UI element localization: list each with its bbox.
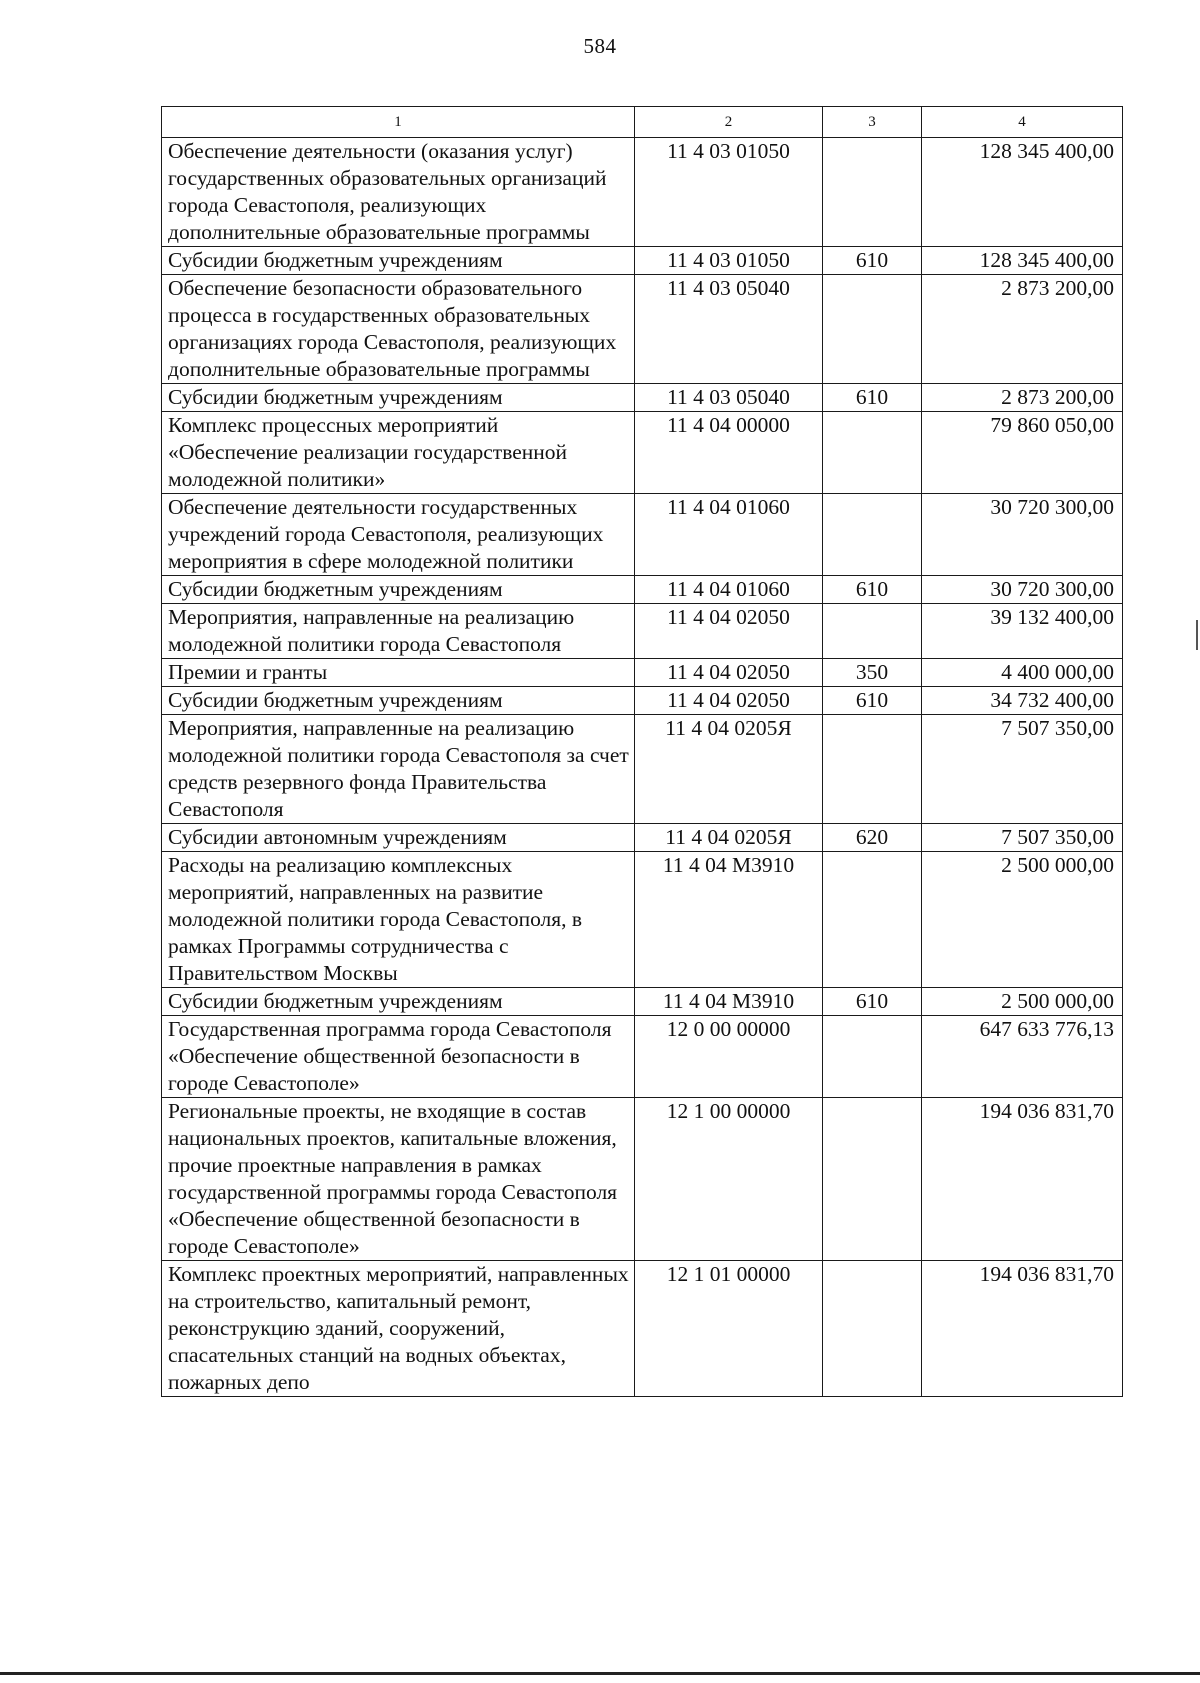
- table-row: [162, 384, 1123, 412]
- table-row: [162, 852, 1123, 988]
- amount-cell: 4 400 000,00: [922, 659, 1123, 687]
- table-row: [162, 1261, 1123, 1397]
- name-cell: Субсидии бюджетным учреждениям: [162, 687, 635, 715]
- type-cell: [823, 1261, 922, 1397]
- type-cell: 350: [823, 659, 922, 687]
- code-cell: 11 4 04 02050: [635, 659, 823, 687]
- code-cell: 11 4 04 0205Я: [635, 824, 823, 852]
- table-row: [162, 576, 1123, 604]
- table-row: [162, 275, 1123, 384]
- name-cell: Субсидии бюджетным учреждениям: [162, 384, 635, 412]
- amount-cell: 39 132 400,00: [922, 604, 1123, 659]
- amount-cell: 2 873 200,00: [922, 384, 1123, 412]
- code-cell: 11 4 04 00000: [635, 412, 823, 494]
- table-row: [162, 715, 1123, 824]
- type-cell: [823, 852, 922, 988]
- header-col-1: 1: [162, 107, 635, 138]
- name-cell: Субсидии автономным учреждениям: [162, 824, 635, 852]
- name-cell: Обеспечение деятельности государственных учреждений города Севастополя, реализующих мероприятия в сфере молодежной политики: [162, 494, 635, 576]
- name-cell: Комплекс процессных мероприятий «Обеспечение реализации государственной молодежной политики»: [162, 412, 635, 494]
- table-row: [162, 247, 1123, 275]
- code-cell: 11 4 04 0205Я: [635, 715, 823, 824]
- name-cell: Субсидии бюджетным учреждениям: [162, 247, 635, 275]
- type-cell: 620: [823, 824, 922, 852]
- type-cell: [823, 275, 922, 384]
- amount-cell: 2 500 000,00: [922, 852, 1123, 988]
- code-cell: 12 1 01 00000: [635, 1261, 823, 1397]
- type-cell: 610: [823, 687, 922, 715]
- name-cell: Субсидии бюджетным учреждениям: [162, 988, 635, 1016]
- amount-cell: 2 873 200,00: [922, 275, 1123, 384]
- code-cell: 12 0 00 00000: [635, 1016, 823, 1098]
- amount-cell: 128 345 400,00: [922, 138, 1123, 247]
- name-cell: Обеспечение безопасности образовательного процесса в государственных образовательных организациях города Севастополя, реализующих дополнительные образовательные программы: [162, 275, 635, 384]
- table-row: [162, 412, 1123, 494]
- budget-table: [161, 106, 1123, 1397]
- code-cell: 12 1 00 00000: [635, 1098, 823, 1261]
- type-cell: 610: [823, 576, 922, 604]
- amount-cell: 647 633 776,13: [922, 1016, 1123, 1098]
- page-number: 584: [583, 34, 617, 58]
- table-body: [162, 138, 1123, 1397]
- type-cell: 610: [823, 988, 922, 1016]
- code-cell: 11 4 04 01060: [635, 576, 823, 604]
- scan-edge-mark: [1196, 620, 1198, 650]
- type-cell: [823, 1098, 922, 1261]
- table-row: [162, 604, 1123, 659]
- type-cell: 610: [823, 247, 922, 275]
- table-row: [162, 1016, 1123, 1098]
- name-cell: Субсидии бюджетным учреждениям: [162, 576, 635, 604]
- name-cell: Комплекс проектных мероприятий, направленных на строительство, капитальный ремонт, реконструкцию зданий, сооружений, спасательных станций на водных объектах, пожарных депо: [162, 1261, 635, 1397]
- amount-cell: 30 720 300,00: [922, 576, 1123, 604]
- type-cell: [823, 494, 922, 576]
- type-cell: [823, 412, 922, 494]
- code-cell: 11 4 04 01060: [635, 494, 823, 576]
- code-cell: 11 4 03 01050: [635, 247, 823, 275]
- amount-cell: 194 036 831,70: [922, 1098, 1123, 1261]
- name-cell: Премии и гранты: [162, 659, 635, 687]
- header-col-2: 2: [635, 107, 823, 138]
- type-cell: [823, 138, 922, 247]
- table-row: [162, 659, 1123, 687]
- code-cell: 11 4 04 02050: [635, 604, 823, 659]
- type-cell: 610: [823, 384, 922, 412]
- table-row: [162, 138, 1123, 247]
- amount-cell: 30 720 300,00: [922, 494, 1123, 576]
- amount-cell: 7 507 350,00: [922, 715, 1123, 824]
- code-cell: 11 4 04 М3910: [635, 988, 823, 1016]
- table-row: [162, 824, 1123, 852]
- header-col-3: 3: [823, 107, 922, 138]
- name-cell: Мероприятия, направленные на реализацию молодежной политики города Севастополя за счет средств резервного фонда Правительства Севастополя: [162, 715, 635, 824]
- table-row: [162, 988, 1123, 1016]
- type-cell: [823, 715, 922, 824]
- amount-cell: 128 345 400,00: [922, 247, 1123, 275]
- header-col-4: 4: [922, 107, 1123, 138]
- amount-cell: 79 860 050,00: [922, 412, 1123, 494]
- table-row: [162, 1098, 1123, 1261]
- code-cell: 11 4 04 02050: [635, 687, 823, 715]
- name-cell: Региональные проекты, не входящие в состав национальных проектов, капитальные вложения, прочие проектные направления в рамках государственной программы города Севастополя «Обеспечение общественной безопасности в городе Севастополе»: [162, 1098, 635, 1261]
- amount-cell: 7 507 350,00: [922, 824, 1123, 852]
- table-row: [162, 687, 1123, 715]
- table-row: [162, 494, 1123, 576]
- table-header-row: [162, 107, 1123, 138]
- bottom-rule: [0, 1672, 1200, 1675]
- type-cell: [823, 604, 922, 659]
- name-cell: Обеспечение деятельности (оказания услуг) государственных образовательных организаций города Севастополя, реализующих дополнительные образовательные программы: [162, 138, 635, 247]
- amount-cell: 34 732 400,00: [922, 687, 1123, 715]
- type-cell: [823, 1016, 922, 1098]
- amount-cell: 2 500 000,00: [922, 988, 1123, 1016]
- name-cell: Мероприятия, направленные на реализацию молодежной политики города Севастополя: [162, 604, 635, 659]
- code-cell: 11 4 04 М3910: [635, 852, 823, 988]
- name-cell: Расходы на реализацию комплексных мероприятий, направленных на развитие молодежной политики города Севастополя, в рамках Программы сотрудничества с Правительством Москвы: [162, 852, 635, 988]
- code-cell: 11 4 03 05040: [635, 275, 823, 384]
- code-cell: 11 4 03 05040: [635, 384, 823, 412]
- amount-cell: 194 036 831,70: [922, 1261, 1123, 1397]
- name-cell: Государственная программа города Севастополя «Обеспечение общественной безопасности в городе Севастополе»: [162, 1016, 635, 1098]
- code-cell: 11 4 03 01050: [635, 138, 823, 247]
